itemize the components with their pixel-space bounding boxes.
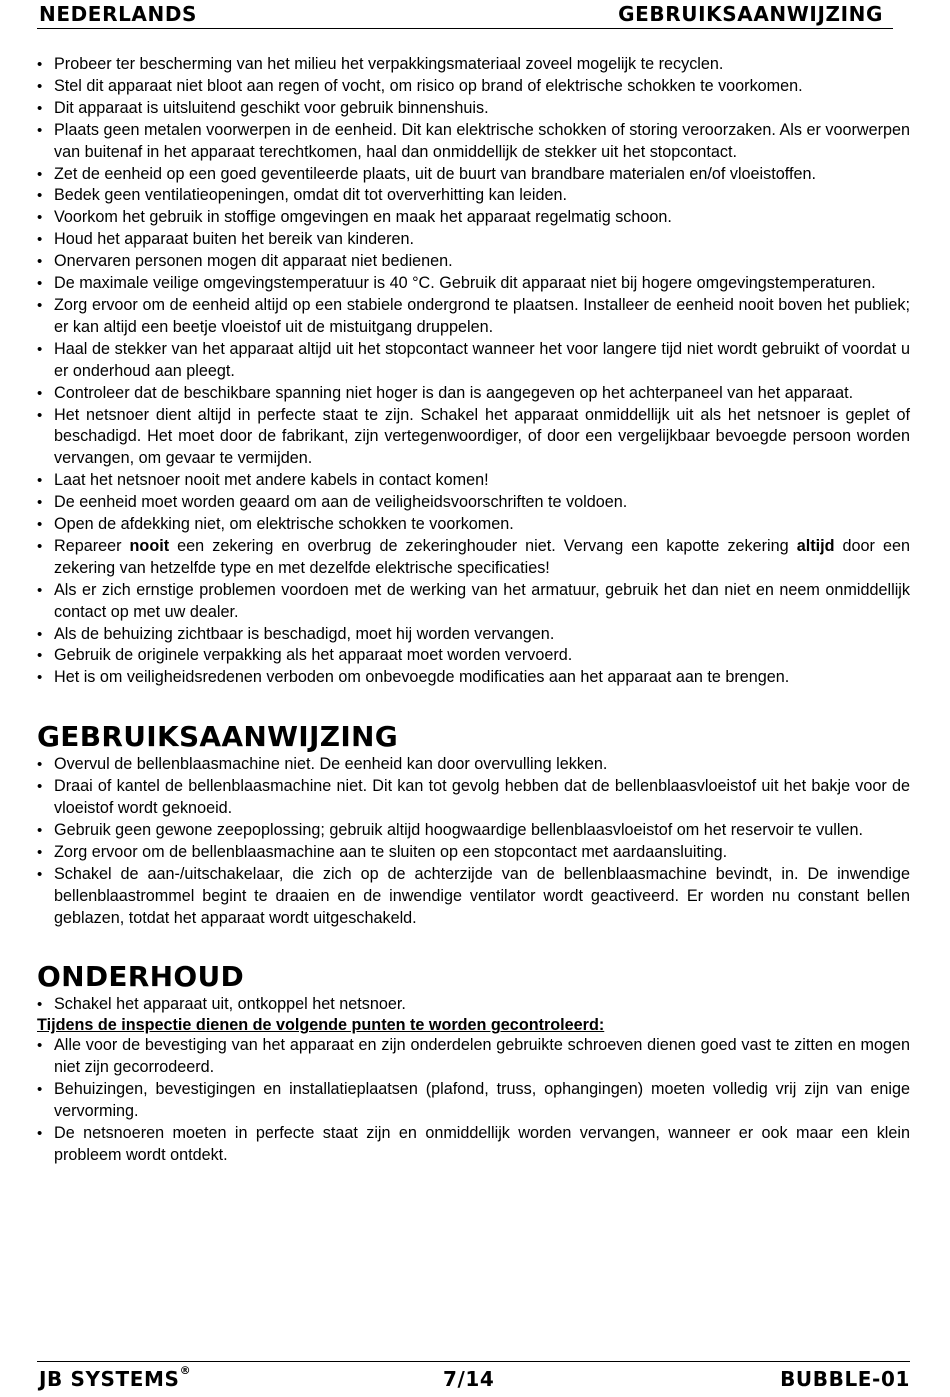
list-item: • Schakel de aan-/uitschakelaar, die zich op de achterzijde van de bellenblaasmachine bevindt, in. De inwendige bellenblaastrommel begint te draaien en de inwendige ventilator wordt geactiveerd. Er worden nu constant bellen geblazen, totdat het apparaat wordt uitgeschakeld. [37, 864, 910, 930]
safety-list [37, 54, 910, 689]
list-item: • Draai of kantel de bellenblaasmachine niet. Dit kan tot gevolg hebben dat de bellenblaasvloeistof uit het bakje voor de vloeistof wordt geknoeid. [37, 776, 910, 820]
fuse-text-2: een zekering en overbrug de zekeringhouder niet. Vervang een kapotte zekering [169, 536, 797, 555]
list-item: • Zorg ervoor om de bellenblaasmachine aan te sluiten op een stopcontact met aardaansluiting. [37, 842, 910, 864]
list-item: • Zet de eenheid op een goed geventileerde plaats, uit de buurt van brandbare materialen en/of vloeistoffen. [37, 164, 910, 186]
list-item: • Gebruik de originele verpakking als het apparaat moet worden vervoerd. [37, 645, 910, 667]
footer-model: BUBBLE-01 [780, 1367, 910, 1391]
list-item: • Controleer dat de beschikbare spanning niet hoger is dan is aangegeven op het achterpaneel van het apparaat. [37, 383, 910, 405]
list-item: • De maximale veilige omgevingstemperatuur is 40 °C. Gebruik dit apparaat niet bij hogere omgevingstemperaturen. [37, 273, 910, 295]
list-item: • Behuizingen, bevestigingen en installatieplaatsen (plafond, truss, ophangingen) moeten volledig vrij zijn van enige vervorming. [37, 1079, 910, 1123]
list-item: • Overvul de bellenblaasmachine niet. De eenheid kan door overvulling lekken. [37, 754, 910, 776]
list-item: • Dit apparaat is uitsluitend geschikt voor gebruik binnenshuis. [37, 98, 910, 120]
list-item: • Laat het netsnoer nooit met andere kabels in contact komen! [37, 470, 910, 492]
list-item: • Alle voor de bevestiging van het apparaat en zijn onderdelen gebruikte schroeven dienen goed vast te zitten en mogen niet zijn gecorrodeerd. [37, 1035, 910, 1079]
usage-heading: GEBRUIKSAANWIJZING [37, 720, 399, 754]
page-footer [37, 1361, 910, 1392]
list-item: • Schakel het apparaat uit, ontkoppel het netsnoer. [37, 994, 910, 1016]
list-item: • De eenheid moet worden geaard om aan de veiligheidsvoorschriften te voldoen. [37, 492, 910, 514]
fuse-emphasis-always: altijd [796, 536, 835, 555]
list-item: • Haal de stekker van het apparaat altijd uit het stopcontact wanneer het voor langere tijd niet wordt gebruikt of voordat u er onderhoud aan pleegt. [37, 339, 910, 383]
usage-list [37, 754, 910, 929]
inspection-list [37, 1035, 910, 1166]
registered-mark: ® [179, 1364, 192, 1377]
list-item: • Gebruik geen gewone zeepoplossing; gebruik altijd hoogwaardige bellenblaasvloeistof om het reservoir te vullen. [37, 820, 910, 842]
footer-brand-name: JB SYSTEMS [39, 1367, 180, 1391]
list-item: • Houd het apparaat buiten het bereik van kinderen. [37, 229, 910, 251]
list-item: • Het is om veiligheidsredenen verboden om onbevoegde modificaties aan het apparaat aan te brengen. [37, 667, 910, 689]
list-item: • Bedek geen ventilatieopeningen, omdat dit tot oververhitting kan leiden. [37, 185, 910, 207]
page-content [37, 54, 910, 1167]
header-section: GEBRUIKSAANWIJZING [618, 2, 883, 26]
list-item: • De netsnoeren moeten in perfecte staat zijn en onmiddellijk worden vervangen, wanneer er ook maar een klein probleem wordt ontdekt. [37, 1123, 910, 1167]
inspection-subheading: Tijdens de inspectie dienen de volgende punten te worden gecontroleerd: [37, 1016, 605, 1035]
list-item: • Zorg ervoor om de eenheid altijd op een stabiele ondergrond te plaatsen. Installeer de eenheid nooit boven het publiek; er kan altijd een beetje vloeistof uit de mistuitgang druppelen. [37, 295, 910, 339]
list-item: • Voorkom het gebruik in stoffige omgevingen en maak het apparaat regelmatig schoon. [37, 207, 910, 229]
header-language: NEDERLANDS [39, 2, 198, 26]
page-header [37, 2, 893, 29]
fuse-text-3: door een zekering van hetzelfde type en met dezelfde elektrische specificaties! [54, 536, 910, 577]
list-item: • Probeer ter bescherming van het milieu het verpakkingsmateriaal zoveel mogelijk te recyclen. [37, 54, 910, 76]
list-item: • Plaats geen metalen voorwerpen in de eenheid. Dit kan elektrische schokken of storing veroorzaken. Als er voorwerpen van buitenaf in het apparaat terechtkomen, haal dan onmiddellijk de stekker uit het stopcontact. [37, 120, 910, 164]
list-item: • Stel dit apparaat niet bloot aan regen of vocht, om risico op brand of elektrische schokken te voorkomen. [37, 76, 910, 98]
fuse-emphasis-never: nooit [129, 536, 170, 555]
list-item: • Als de behuizing zichtbaar is beschadigd, moet hij worden vervangen. [37, 624, 910, 646]
maintenance-heading: ONDERHOUD [37, 959, 245, 993]
maintenance-intro-list [37, 994, 910, 1016]
fuse-list-item [37, 536, 910, 580]
list-item: • Het netsnoer dient altijd in perfecte staat te zijn. Schakel het apparaat onmiddellijk uit als het netsnoer is geplet of beschadigd. Het moet door de fabrikant, zijn vertegenwoordiger, of door een vergelijkbaar bevoegde persoon worden vervangen, om gevaar te vermijden. [37, 405, 910, 471]
list-item: • Als er zich ernstige problemen voordoen met de werking van het armatuur, gebruik het dan niet en neem onmiddellijk contact op met uw dealer. [37, 580, 910, 624]
list-item: • Open de afdekking niet, om elektrische schokken te voorkomen. [37, 514, 910, 536]
fuse-text-1: Repareer [54, 536, 130, 555]
page-number: 7/14 [443, 1367, 495, 1391]
list-item: • Onervaren personen mogen dit apparaat niet bedienen. [37, 251, 910, 273]
footer-brand [39, 1364, 191, 1394]
